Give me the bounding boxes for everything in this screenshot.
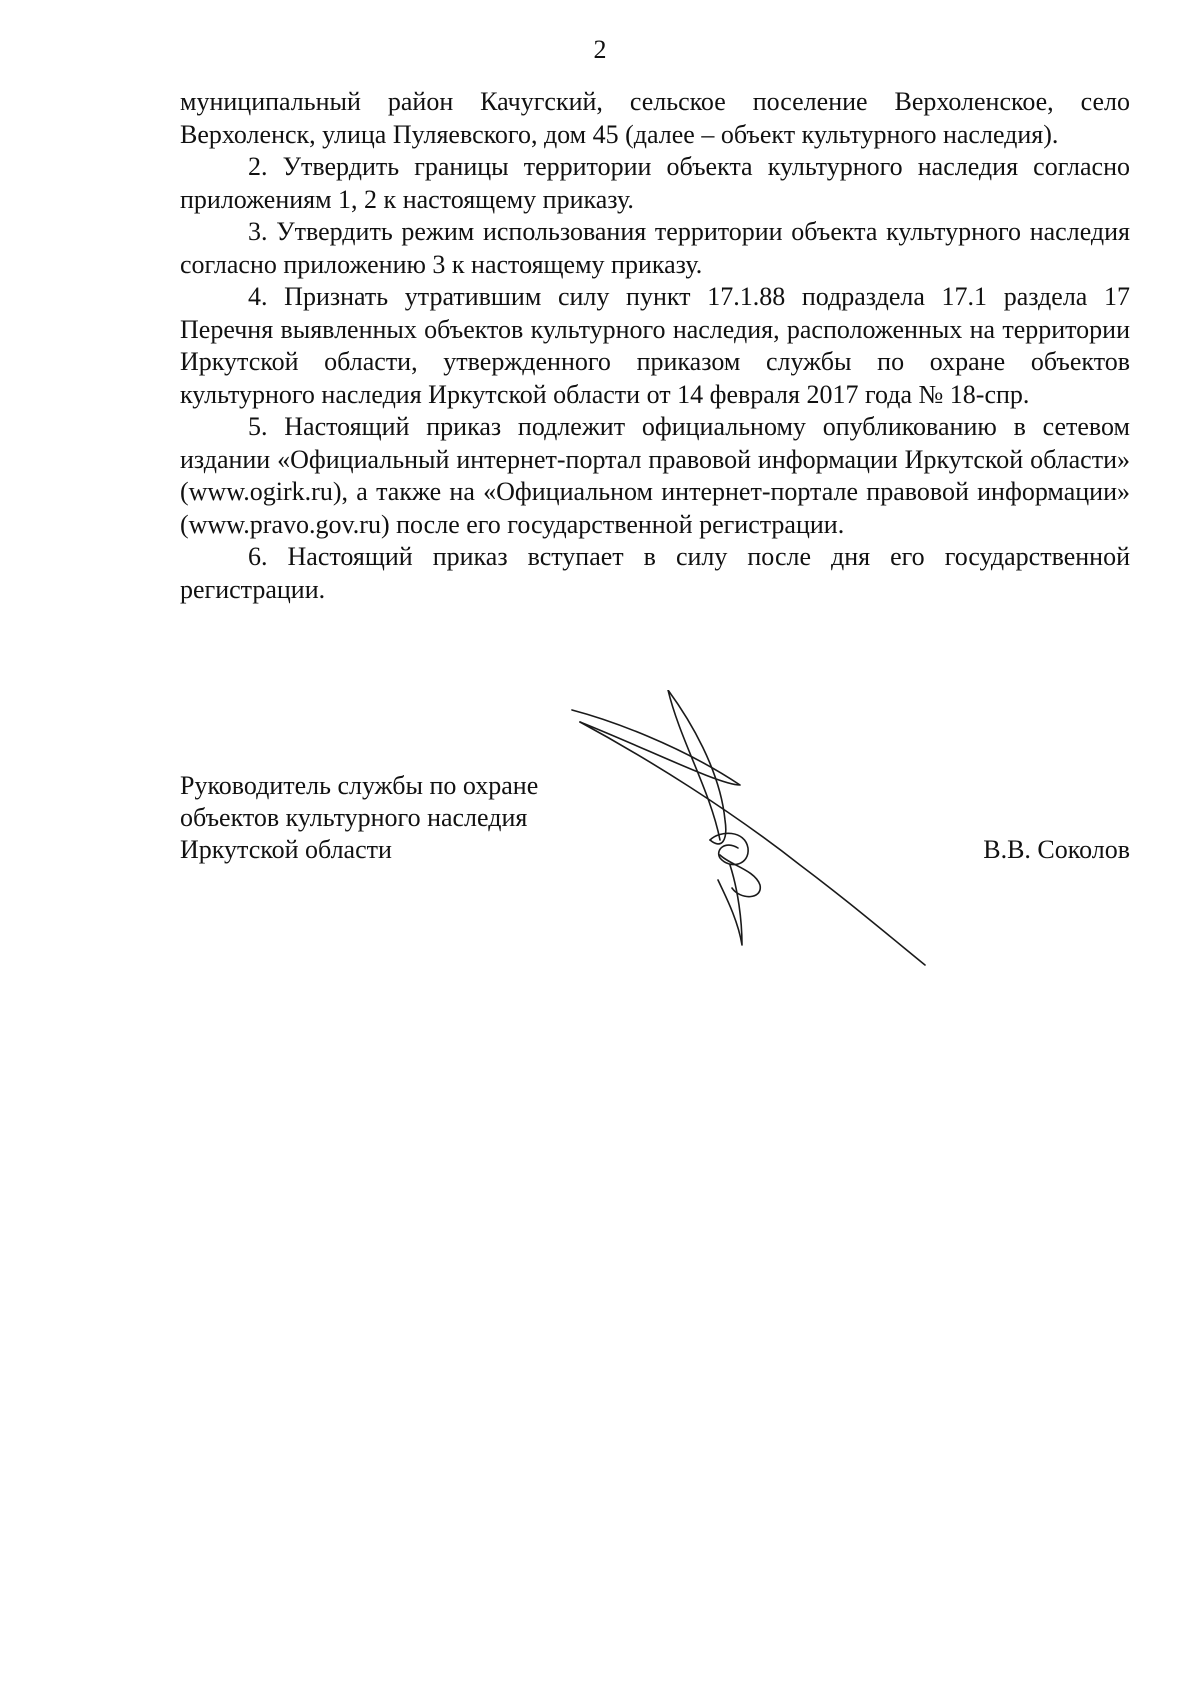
signature-stroke (710, 833, 748, 864)
signature-stroke (720, 855, 760, 897)
signer-position (180, 770, 538, 866)
signer-name: В.В. Соколов (983, 835, 1130, 864)
document-body (180, 86, 1130, 606)
signature-stroke (580, 722, 925, 965)
handwritten-signature (570, 690, 940, 980)
signature-stroke (718, 865, 742, 945)
paragraph-continuation: муниципальный район Качугский, сельское поселение Верхоленское, село Верхоленск, улица Пуляевского, дом 45 (далее – объект культурного наследия). (180, 87, 1130, 149)
page-number: 2 (593, 35, 607, 64)
paragraph-item-2: 2. Утвердить границы территории объекта культурного наследия согласно приложениям 1, 2 к настоящему приказу. (180, 152, 1130, 214)
signer-position-line: Руководитель службы по охране (180, 771, 539, 800)
paragraph-item-4: 4. Признать утратившим силу пункт 17.1.88 подраздела 17.1 раздела 17 Перечня выявленных объектов культурного наследия, расположенных на территории Иркутской области, утвержденного приказом службы по охране объектов культурного наследия Иркутской области от 14 февраля 2017 года № 18-спр. (180, 282, 1130, 409)
signature-stroke (668, 690, 726, 844)
paragraph-item-5: 5. Настоящий приказ подлежит официальному опубликованию в сетевом издании «Официальный интернет-портал правовой информации Иркутской области» (www.ogirk.ru), а также на «Официальном интернет-портале правовой информации» (www.pravo.gov.ru) после его государственной регистрации. (180, 412, 1130, 539)
paragraph-item-6: 6. Настоящий приказ вступает в силу после дня его государственной регистрации. (180, 542, 1130, 604)
paragraph-item-3: 3. Утвердить режим использования территории объекта культурного наследия согласно приложению 3 к настоящему приказу. (180, 217, 1130, 279)
signer-position-line: объектов культурного наследия (180, 803, 528, 832)
signer-position-line: Иркутской области (180, 835, 392, 864)
